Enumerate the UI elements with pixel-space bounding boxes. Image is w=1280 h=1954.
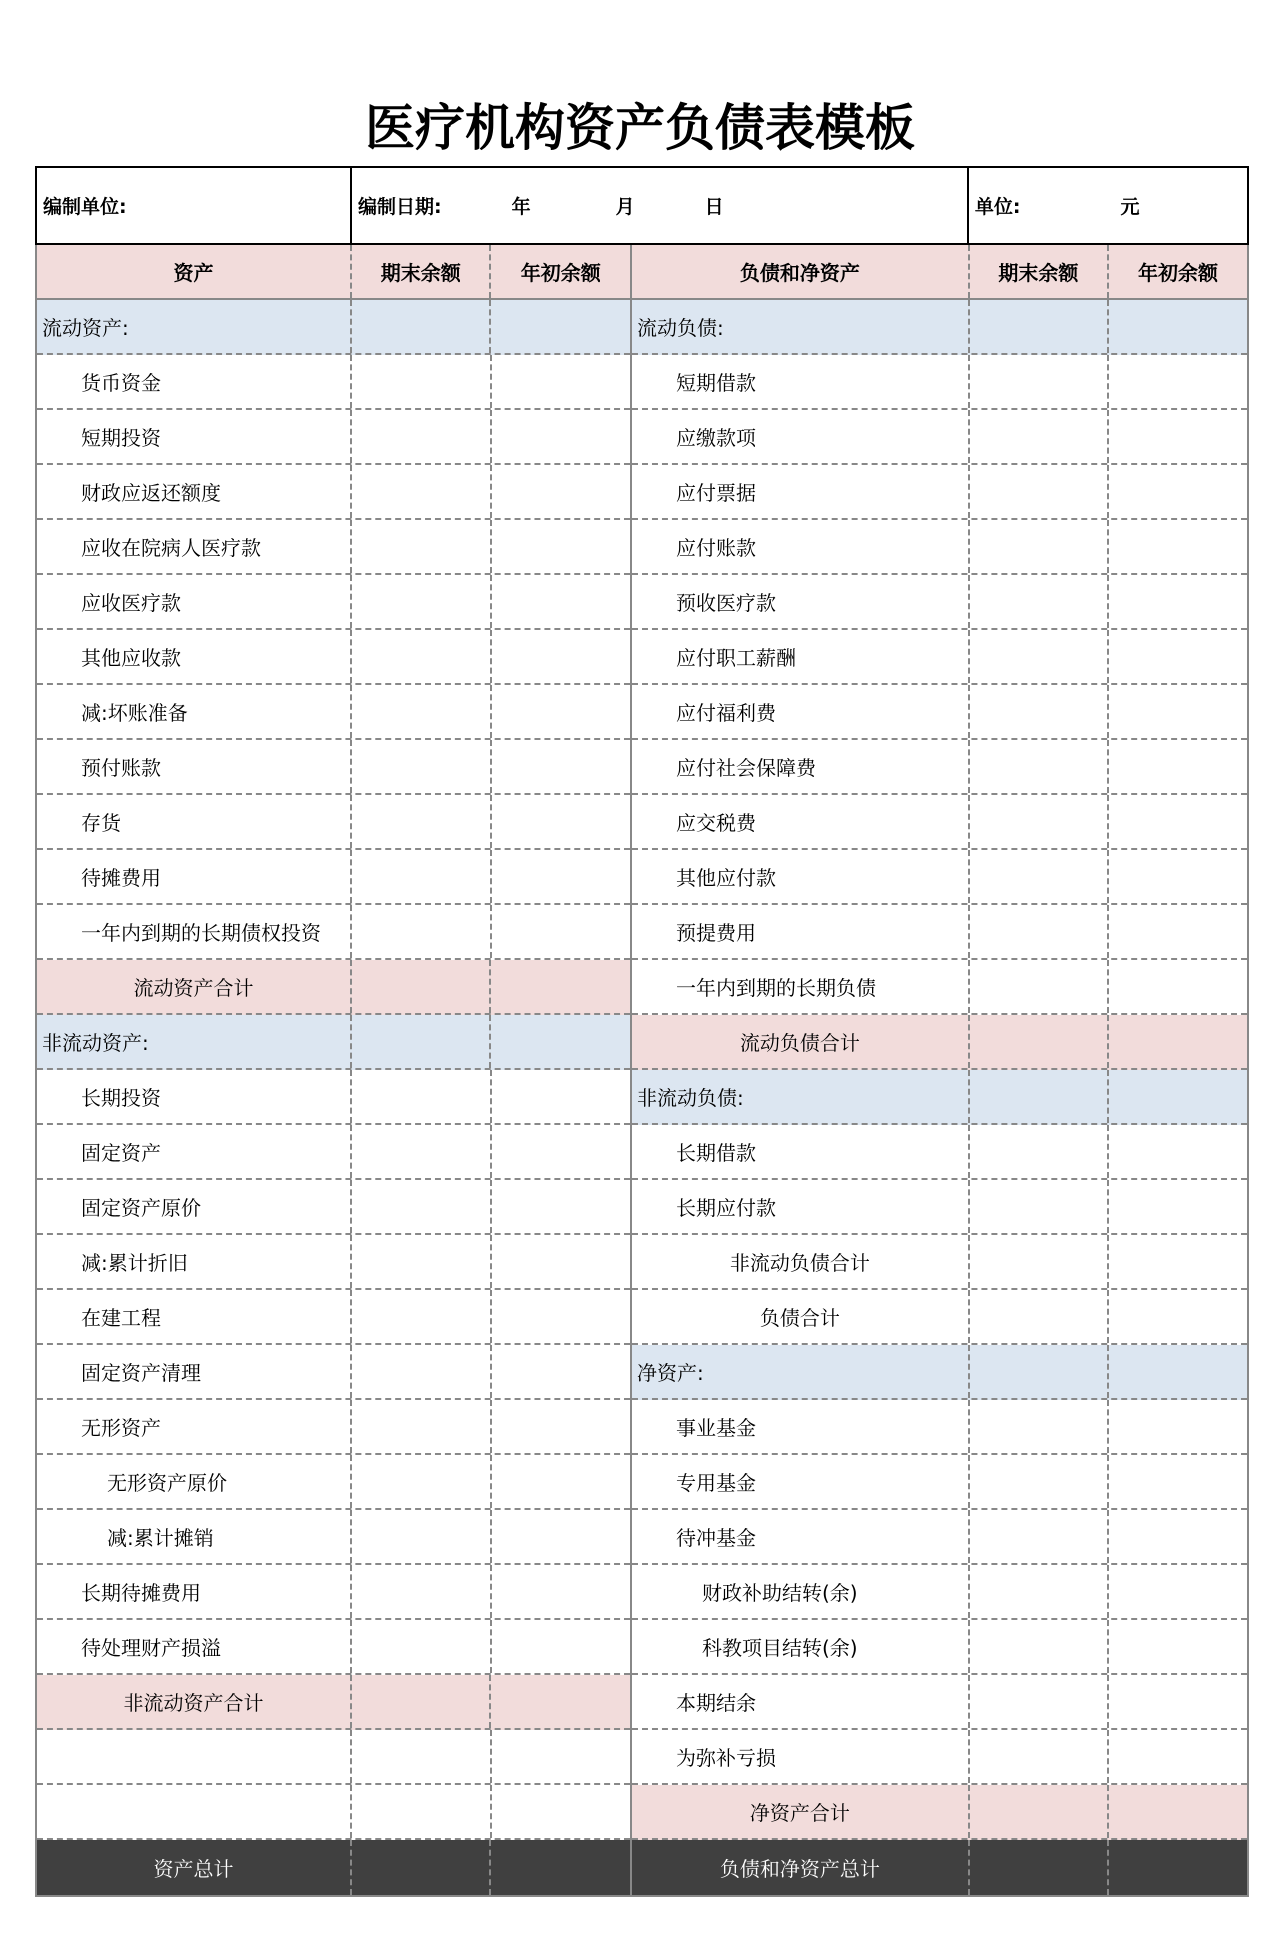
end-balance-cell[interactable]	[970, 1675, 1109, 1728]
begin-balance-cell[interactable]	[1109, 905, 1247, 958]
liabilities-header-row	[632, 245, 1247, 300]
end-balance-cell[interactable]	[970, 575, 1109, 628]
end-balance-cell[interactable]	[352, 355, 492, 408]
month-label: 月	[615, 196, 635, 218]
begin-balance-cell[interactable]	[1109, 1290, 1247, 1343]
end-balance-cell[interactable]	[970, 1235, 1109, 1288]
begin-balance-cell[interactable]	[1109, 850, 1247, 903]
end-balance-cell[interactable]	[352, 1180, 492, 1233]
row-label: 财政应返还额度	[37, 465, 352, 518]
table-row	[37, 1785, 630, 1840]
row-label: 流动资产:	[37, 300, 352, 353]
begin-balance-cell[interactable]	[492, 850, 630, 903]
end-balance-cell[interactable]	[352, 520, 492, 573]
row-label: 短期借款	[632, 355, 970, 408]
end-balance-cell[interactable]	[970, 1015, 1109, 1068]
end-balance-cell[interactable]	[352, 1730, 492, 1783]
end-balance-cell[interactable]	[352, 1070, 492, 1123]
end-balance-cell[interactable]	[352, 685, 492, 738]
unit-field[interactable]	[37, 168, 352, 243]
end-balance-cell[interactable]	[970, 795, 1109, 848]
end-balance-cell[interactable]	[970, 1070, 1109, 1123]
begin-balance-cell[interactable]	[1109, 630, 1247, 683]
begin-balance-cell[interactable]	[1109, 1070, 1247, 1123]
totals-row	[35, 1840, 1249, 1897]
begin-balance-cell[interactable]	[492, 355, 630, 408]
table-row	[632, 850, 1247, 905]
table-row	[37, 685, 630, 740]
end-balance-cell[interactable]	[352, 1785, 492, 1838]
end-balance-cell[interactable]	[970, 630, 1109, 683]
begin-balance-cell[interactable]	[1109, 1510, 1247, 1563]
end-balance-cell[interactable]	[352, 465, 492, 518]
begin-balance-cell[interactable]	[492, 1785, 630, 1838]
begin-balance-cell[interactable]	[1109, 300, 1247, 353]
table-row	[632, 1070, 1247, 1125]
end-balance-cell[interactable]	[352, 1620, 492, 1673]
assets-header-row	[37, 245, 630, 300]
end-balance-cell[interactable]	[970, 1730, 1109, 1783]
begin-balance-cell[interactable]	[1109, 465, 1247, 518]
table-row	[632, 465, 1247, 520]
row-label: 应交税费	[632, 795, 970, 848]
table-row	[37, 355, 630, 410]
table-row	[37, 1510, 630, 1565]
begin-balance-cell[interactable]	[492, 1510, 630, 1563]
begin-balance-cell[interactable]	[492, 1235, 630, 1288]
end-balance-cell[interactable]	[352, 1400, 492, 1453]
info-row	[35, 166, 1249, 245]
row-label: 净资产合计	[632, 1785, 970, 1838]
end-balance-cell[interactable]	[352, 1675, 492, 1728]
begin-balance-cell[interactable]	[1109, 410, 1247, 463]
end-balance-header: 期末余额	[970, 245, 1109, 298]
page-title: 医疗机构资产负债表模板	[365, 99, 915, 157]
table-row	[37, 740, 630, 795]
table-row	[632, 905, 1247, 960]
row-label: 本期结余	[632, 1675, 970, 1728]
assets-total-end[interactable]	[352, 1840, 492, 1895]
end-balance-cell[interactable]	[352, 1565, 492, 1618]
end-balance-cell[interactable]	[970, 1455, 1109, 1508]
row-label: 减:累计摊销	[37, 1510, 352, 1563]
row-label: 无形资产	[37, 1400, 352, 1453]
table-row	[632, 795, 1247, 850]
end-balance-header: 期末余额	[352, 245, 492, 298]
row-label: 流动资产合计	[37, 960, 352, 1013]
table-row	[37, 905, 630, 960]
table-row	[632, 1675, 1247, 1730]
begin-balance-cell[interactable]	[492, 1565, 630, 1618]
table-row	[37, 1180, 630, 1235]
row-label: 应付账款	[632, 520, 970, 573]
begin-balance-cell[interactable]	[492, 740, 630, 793]
assets-total-begin[interactable]	[491, 1840, 630, 1895]
row-label: 货币资金	[37, 355, 352, 408]
begin-balance-cell[interactable]	[1109, 1400, 1247, 1453]
begin-balance-cell[interactable]	[492, 1290, 630, 1343]
table-row	[37, 1235, 630, 1290]
row-label: 待冲基金	[632, 1510, 970, 1563]
table-row	[632, 355, 1247, 410]
liabilities-total-label: 负债和净资产总计	[632, 1840, 970, 1895]
table-row	[632, 1015, 1247, 1070]
end-balance-cell[interactable]	[970, 1785, 1109, 1838]
begin-balance-cell[interactable]	[1109, 1235, 1247, 1288]
begin-balance-cell[interactable]	[1109, 1785, 1247, 1838]
begin-balance-cell[interactable]	[492, 1070, 630, 1123]
date-label: 编制日期:	[357, 196, 442, 218]
begin-balance-cell[interactable]	[492, 685, 630, 738]
end-balance-cell[interactable]	[970, 410, 1109, 463]
begin-balance-cell[interactable]	[1109, 795, 1247, 848]
row-label: 固定资产	[37, 1125, 352, 1178]
row-label: 固定资产原价	[37, 1180, 352, 1233]
table-row	[37, 630, 630, 685]
row-label: 应收在院病人医疗款	[37, 520, 352, 573]
table-row	[37, 575, 630, 630]
table-row	[37, 1345, 630, 1400]
row-label: 非流动资产合计	[37, 1675, 352, 1728]
begin-balance-cell[interactable]	[491, 1015, 630, 1068]
end-balance-cell[interactable]	[970, 1620, 1109, 1673]
row-label: 待摊费用	[37, 850, 352, 903]
end-balance-cell[interactable]	[970, 1290, 1109, 1343]
row-label: 固定资产清理	[37, 1345, 352, 1398]
row-label: 财政补助结转(余)	[632, 1565, 970, 1618]
end-balance-cell[interactable]	[970, 300, 1109, 353]
begin-balance-cell[interactable]	[1109, 1455, 1247, 1508]
end-balance-cell[interactable]	[352, 795, 492, 848]
begin-balance-cell[interactable]	[1109, 1620, 1247, 1673]
end-balance-cell[interactable]	[970, 850, 1109, 903]
end-balance-cell[interactable]	[352, 740, 492, 793]
row-label: 事业基金	[632, 1400, 970, 1453]
end-balance-cell[interactable]	[970, 905, 1109, 958]
row-label: 负债合计	[632, 1290, 970, 1343]
end-balance-cell[interactable]	[970, 520, 1109, 573]
table-row	[37, 960, 630, 1015]
table-row	[632, 1620, 1247, 1675]
row-label: 专用基金	[632, 1455, 970, 1508]
begin-balance-cell[interactable]	[1109, 520, 1247, 573]
table-row	[632, 520, 1247, 575]
row-label: 为弥补亏损	[632, 1730, 970, 1783]
row-label: 长期投资	[37, 1070, 352, 1123]
begin-balance-cell[interactable]	[492, 1455, 630, 1508]
end-balance-cell[interactable]	[352, 960, 492, 1013]
table-row	[37, 1730, 630, 1785]
row-label: 预收医疗款	[632, 575, 970, 628]
balance-sheet-table	[35, 166, 1249, 1897]
row-label: 净资产:	[632, 1345, 970, 1398]
end-balance-cell[interactable]	[352, 905, 492, 958]
liabilities-section	[630, 245, 1249, 1840]
begin-balance-cell[interactable]	[492, 520, 630, 573]
end-balance-cell[interactable]	[970, 1510, 1109, 1563]
table-row	[632, 1730, 1247, 1785]
table-row	[37, 1015, 630, 1070]
table-row	[632, 1455, 1247, 1510]
end-balance-cell[interactable]	[352, 1510, 491, 1563]
table-row	[37, 520, 630, 575]
begin-balance-cell[interactable]	[1109, 960, 1247, 1013]
end-balance-cell[interactable]	[352, 1235, 492, 1288]
end-balance-cell[interactable]	[352, 1455, 491, 1508]
table-row	[37, 1125, 630, 1180]
begin-balance-cell[interactable]	[491, 1675, 630, 1728]
assets-section	[35, 245, 630, 1840]
row-label: 应付社会保障费	[632, 740, 970, 793]
begin-balance-cell[interactable]	[492, 1125, 630, 1178]
row-label: 长期待摊费用	[37, 1565, 352, 1618]
begin-balance-cell[interactable]	[492, 575, 630, 628]
day-label: 日	[704, 196, 724, 218]
row-label: 减:累计折旧	[37, 1235, 352, 1288]
currency-value: 元	[1120, 196, 1140, 218]
table-row	[37, 1070, 630, 1125]
table-row	[37, 465, 630, 520]
end-balance-cell[interactable]	[352, 630, 492, 683]
row-label: 非流动负债:	[632, 1070, 970, 1123]
row-label: 存货	[37, 795, 352, 848]
begin-balance-cell[interactable]	[1109, 740, 1247, 793]
begin-balance-cell[interactable]	[492, 1180, 630, 1233]
table-row	[37, 300, 630, 355]
row-label	[37, 1785, 352, 1838]
begin-balance-cell[interactable]	[492, 465, 630, 518]
row-label: 应付职工薪酬	[632, 630, 970, 683]
row-label: 应收医疗款	[37, 575, 352, 628]
table-row	[632, 575, 1247, 630]
begin-balance-cell[interactable]	[492, 1345, 630, 1398]
table-row	[632, 1400, 1247, 1455]
table-row	[632, 1510, 1247, 1565]
begin-balance-cell[interactable]	[492, 630, 630, 683]
row-label: 长期借款	[632, 1125, 970, 1178]
table-row	[37, 850, 630, 905]
table-row	[632, 960, 1247, 1015]
table-row	[37, 795, 630, 850]
row-label: 无形资产原价	[37, 1455, 352, 1508]
table-row	[632, 410, 1247, 465]
end-balance-cell[interactable]	[970, 465, 1109, 518]
liabilities-total-end[interactable]	[970, 1840, 1109, 1895]
table-row	[37, 410, 630, 465]
end-balance-cell[interactable]	[352, 1290, 492, 1343]
row-label: 应付福利费	[632, 685, 970, 738]
table-row	[632, 740, 1247, 795]
row-label: 应缴款项	[632, 410, 970, 463]
begin-balance-cell[interactable]	[1109, 1125, 1247, 1178]
row-label: 长期应付款	[632, 1180, 970, 1233]
begin-balance-cell[interactable]	[491, 960, 630, 1013]
row-label: 其他应收款	[37, 630, 352, 683]
table-row	[37, 1400, 630, 1455]
begin-balance-cell[interactable]	[492, 795, 630, 848]
row-label	[37, 1730, 352, 1783]
begin-balance-cell[interactable]	[1109, 1565, 1247, 1618]
table-row	[37, 1290, 630, 1345]
date-field[interactable]	[352, 168, 969, 243]
end-balance-cell[interactable]	[970, 1345, 1109, 1398]
begin-balance-cell[interactable]	[492, 1730, 630, 1783]
table-row	[632, 630, 1247, 685]
row-label: 非流动负债合计	[632, 1235, 970, 1288]
row-label: 流动负债合计	[632, 1015, 970, 1068]
table-row	[632, 1235, 1247, 1290]
begin-balance-cell[interactable]	[1109, 355, 1247, 408]
table-row	[37, 1455, 630, 1510]
end-balance-cell[interactable]	[352, 1345, 492, 1398]
row-label: 在建工程	[37, 1290, 352, 1343]
end-balance-cell[interactable]	[352, 300, 492, 353]
begin-balance-cell[interactable]	[1109, 1675, 1247, 1728]
begin-balance-cell[interactable]	[1109, 1345, 1247, 1398]
table-row	[632, 1345, 1247, 1400]
end-balance-cell[interactable]	[970, 1180, 1109, 1233]
table-row	[632, 1125, 1247, 1180]
row-label: 非流动资产:	[37, 1015, 352, 1068]
end-balance-cell[interactable]	[352, 575, 492, 628]
unit-label: 编制单位:	[43, 196, 127, 218]
row-label: 待处理财产损溢	[37, 1620, 352, 1673]
end-balance-cell[interactable]	[970, 1565, 1109, 1618]
begin-balance-cell[interactable]	[492, 410, 630, 463]
begin-balance-cell[interactable]	[492, 1400, 630, 1453]
table-row	[632, 685, 1247, 740]
end-balance-cell[interactable]	[970, 1400, 1109, 1453]
end-balance-cell[interactable]	[970, 355, 1109, 408]
table-row	[632, 1180, 1247, 1235]
begin-balance-cell[interactable]	[1109, 575, 1247, 628]
end-balance-cell[interactable]	[352, 850, 492, 903]
begin-balance-cell[interactable]	[1109, 685, 1247, 738]
begin-balance-cell[interactable]	[1109, 1180, 1247, 1233]
begin-balance-header: 年初余额	[1137, 261, 1218, 285]
row-label: 预付账款	[37, 740, 352, 793]
liabilities-total-begin[interactable]	[1109, 1840, 1247, 1895]
table-row	[632, 1290, 1247, 1345]
end-balance-cell[interactable]	[352, 1125, 492, 1178]
end-balance-cell[interactable]	[970, 740, 1109, 793]
year-label: 年	[511, 196, 531, 218]
row-label: 应付票据	[632, 465, 970, 518]
table-row	[632, 1565, 1247, 1620]
table-row	[37, 1675, 630, 1730]
table-row	[37, 1620, 630, 1675]
currency-field[interactable]	[969, 168, 1247, 243]
end-balance-cell[interactable]	[352, 1015, 492, 1068]
begin-balance-cell[interactable]	[492, 1620, 630, 1673]
row-label: 科教项目结转(余)	[632, 1620, 970, 1673]
begin-balance-cell[interactable]	[1109, 1730, 1247, 1783]
row-label: 其他应付款	[632, 850, 970, 903]
begin-balance-header: 年初余额	[520, 261, 601, 285]
end-balance-cell[interactable]	[970, 960, 1109, 1013]
row-label: 减:坏账准备	[37, 685, 352, 738]
liabilities-header: 负债和净资产	[632, 245, 970, 298]
begin-balance-cell[interactable]	[1109, 1015, 1247, 1068]
assets-total-label: 资产总计	[37, 1840, 352, 1895]
end-balance-cell[interactable]	[352, 410, 492, 463]
table-row	[632, 1785, 1247, 1840]
table-row	[632, 300, 1247, 355]
row-label: 一年内到期的长期负债	[632, 960, 970, 1013]
row-label: 短期投资	[37, 410, 352, 463]
row-label: 预提费用	[632, 905, 970, 958]
table-row	[37, 1565, 630, 1620]
begin-balance-cell[interactable]	[491, 300, 630, 353]
begin-balance-cell[interactable]	[492, 905, 630, 958]
end-balance-cell[interactable]	[970, 685, 1109, 738]
row-label: 流动负债:	[632, 300, 970, 353]
row-label: 一年内到期的长期债权投资	[37, 905, 352, 958]
end-balance-cell[interactable]	[970, 1125, 1109, 1178]
assets-header: 资产	[37, 245, 352, 298]
currency-label: 单位:	[974, 196, 1021, 218]
